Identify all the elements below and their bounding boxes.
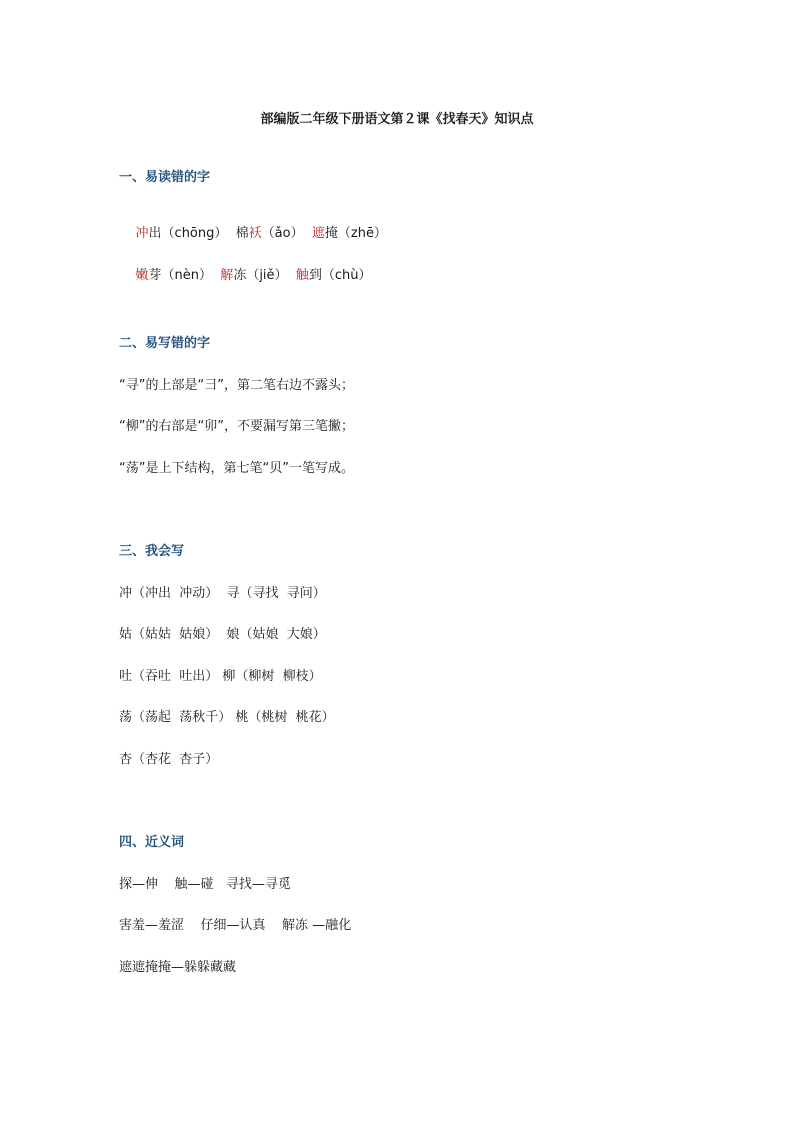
writing-tip-line: “柳”的右部是“卯”，不要漏写第三笔撇； — [119, 419, 354, 434]
text-segment: （ǎo） — [261, 226, 312, 241]
highlight-char: 袄 — [248, 226, 262, 241]
writing-tip-line: “寻”的上部是“彐”，第二笔右边不露头； — [119, 378, 354, 393]
section-heading-1: 一、易读错的字 — [119, 170, 211, 185]
text-segment: 冻（jiě） — [233, 268, 296, 283]
highlight-char: 触 — [295, 268, 309, 283]
section-heading-4: 四、近义词 — [119, 835, 185, 850]
synonym-line: 害羞—羞涩 仔细—认真 解冻 —融化 — [119, 918, 352, 933]
text-segment: 出（chōng） 棉 — [148, 226, 249, 241]
text-segment: 芽（nèn） — [148, 268, 221, 283]
pronunciation-line-2 — [119, 249, 371, 298]
highlight-char: 解 — [220, 268, 234, 283]
word-group-line: 荡（荡起 荡秋千） 桃（桃树 桃花） — [119, 710, 335, 725]
document-title: 部编版二年级下册语文第２课《找春天》知识点 — [260, 112, 534, 127]
word-group-line: 冲（冲出 冲动） 寻（寻找 寻问） — [119, 586, 326, 601]
word-group-line: 姑（姑姑 姑娘） 娘（姑娘 大娘） — [119, 627, 326, 642]
section-heading-3: 三、我会写 — [119, 544, 185, 559]
highlight-char: 嫩 — [135, 268, 149, 283]
word-group-line: 吐（吞吐 吐出） 柳（柳树 柳枝） — [119, 669, 322, 684]
text-segment: 到（chù） — [308, 268, 372, 283]
section-heading-2: 二、易写错的字 — [119, 336, 211, 351]
writing-tip-line: “荡”是上下结构，第七笔“⻉”一笔写成。 — [119, 461, 354, 476]
text-segment: 掩（zhē） — [324, 226, 387, 241]
word-group-line: 杏（杏花 杏子） — [119, 752, 219, 767]
synonym-line: 遮遮掩掩—躲躲藏藏 — [119, 960, 237, 975]
synonym-line: 探—伸 触—碰 寻找—寻觅 — [119, 877, 291, 892]
highlight-char: 遮 — [311, 226, 325, 241]
highlight-char: 冲 — [135, 226, 149, 241]
